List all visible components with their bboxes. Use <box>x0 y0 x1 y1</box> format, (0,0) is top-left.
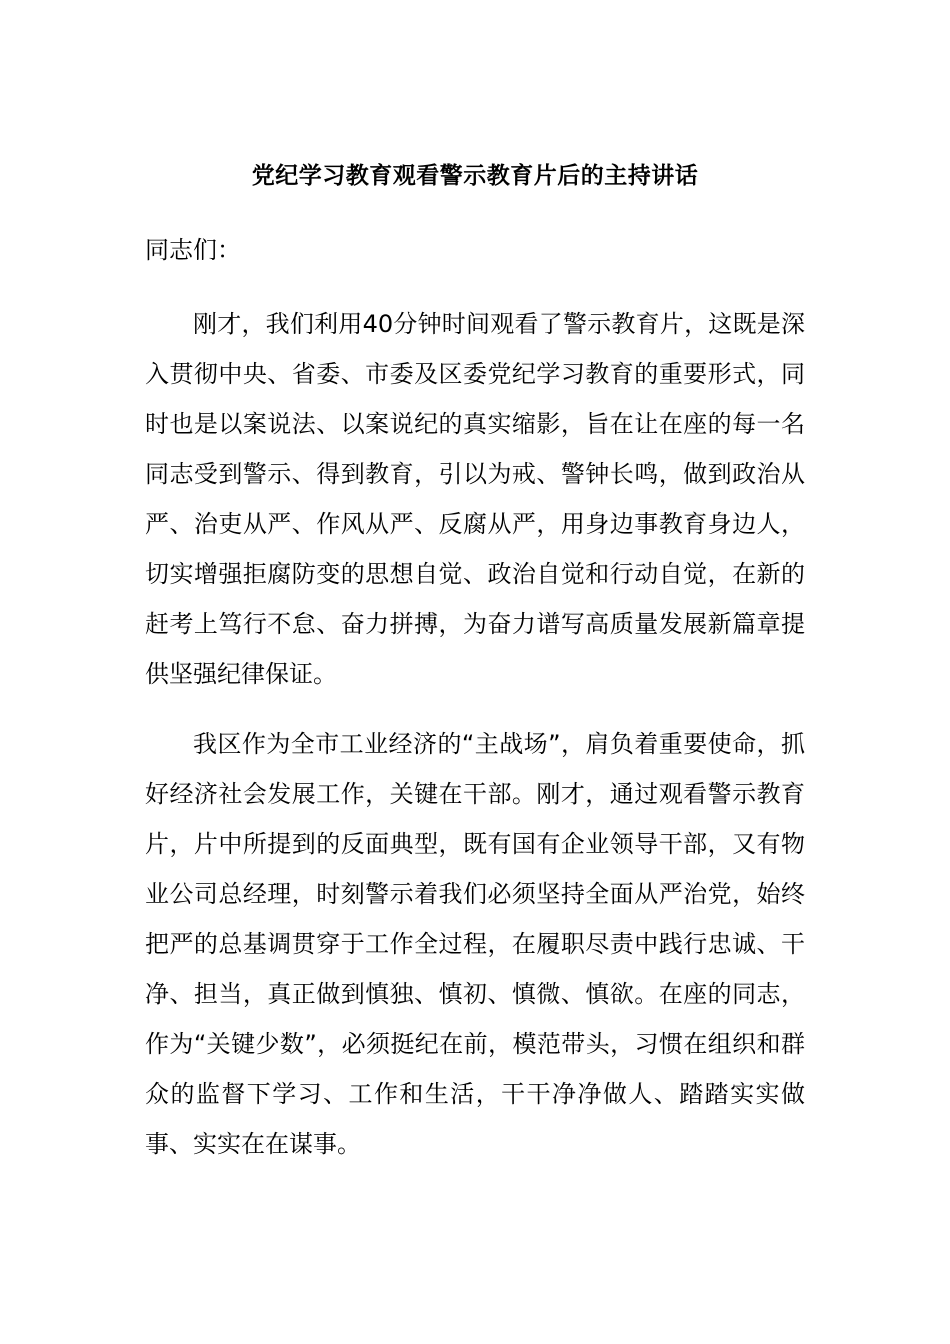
salutation: 同志们： <box>145 236 241 264</box>
document-title: 党纪学习教育观看警示教育片后的主持讲话 <box>251 163 699 189</box>
paragraph-2: 我区作为全市工业经济的“主战场”，肩负着重要使命，抓好经济社会发展工作，关键在干部。刚才，通过观看警示教育片，片中所提到的反面典型，既有国有企业领导干部，又有物业公司总经理，时刻警示着我们必须坚持全面从严治党，始终把严的总基调贯穿于工作全过程，在履职尽责中践行忠诚、干净、担当，真正做到慎独、慎初、慎微、慎欲。在座的同志，作为“关键少数”，必须挺纪在前，模范带头，习惯在组织和群众的监督下学习、工作和生活，干干净净做人、踏踏实实做事、实实在在谋事。 <box>145 730 805 1158</box>
paragraph-1: 刚才，我们利用40分钟时间观看了警示教育片，这既是深入贯彻中央、省委、市委及区委党纪学习教育的重要形式，同时也是以案说法、以案说纪的真实缩影，旨在让在座的每一名同志受到警示、得到教育，引以为戒、警钟长鸣，做到政治从严、治吏从严、作风从严、反腐从严，用身边事教育身边人，切实增强拒腐防变的思想自觉、政治自觉和行动自觉，在新的赶考上笃行不怠、奋力拼搏，为奋力谱写高质量发展新篇章提供坚强纪律保证。 <box>145 310 805 688</box>
